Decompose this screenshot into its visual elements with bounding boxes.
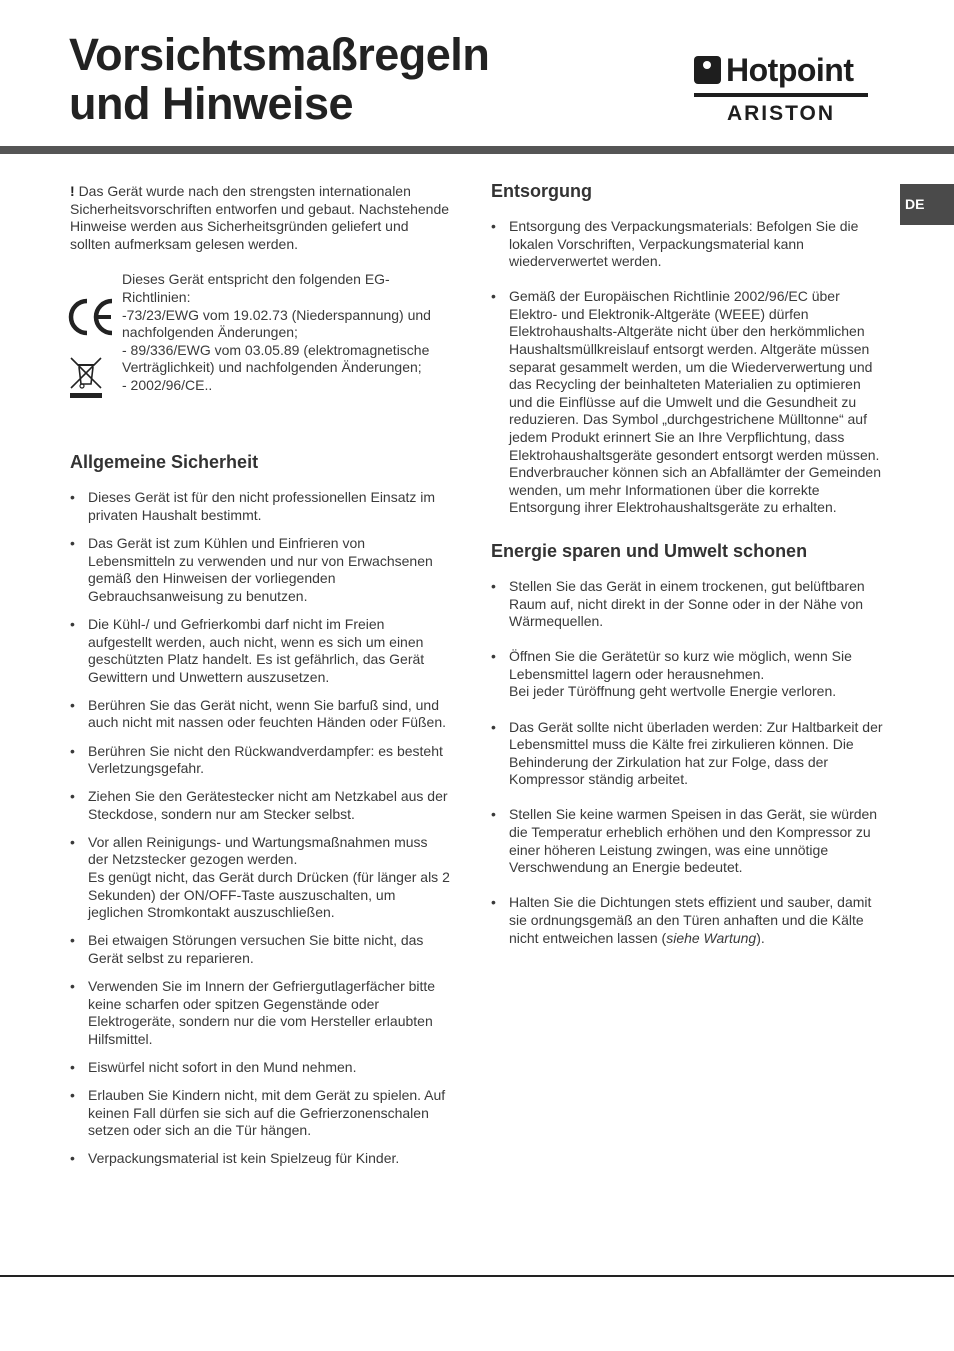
bullet: •	[70, 932, 75, 949]
list-item: • Vor allen Reinigungs- und Wartungsmaßnahmen muss der Netzstecker gezogen werden. Es genügt nicht, das Gerät durch Drücken (für länger als 2 Sekunden) der ON/OFF-Taste auszuschalten, um jeglichen Stromkontakt auszuschließen.	[70, 833, 450, 921]
list-item: • Stellen Sie keine warmen Speisen in das Gerät, sie würden die Temperatur erheblich erhöhen und den Kompressor zu einer höheren Leistung zwingen, was eine unnötige Verschwendung an Energie bedeutet.	[491, 806, 878, 876]
ce-mark-icon	[67, 297, 117, 337]
warning-mark: !	[70, 183, 75, 199]
bullet: •	[70, 535, 75, 552]
list-item: • Berühren Sie das Gerät nicht, wenn Sie barfuß sind, und auch nicht mit nassen oder feuchten Händen oder Füßen.	[70, 696, 446, 731]
brand-logo	[694, 50, 870, 126]
list-item: • Halten Sie die Dichtungen stets effizient und sauber, damit sie ordnungsgemäß an den Türen anhaften und die Kälte nicht entweichen lassen (siehe Wartung).	[491, 894, 872, 946]
compliance-line: - 89/336/EWG vom 03.05.89 (elektromagnetische Verträglichkeit) und nachfolgenden Änderungen;	[122, 341, 430, 376]
compliance-block	[70, 271, 450, 411]
list-item: • Eiswürfel nicht sofort in den Mund nehmen.	[70, 1058, 357, 1075]
bullet: •	[70, 978, 75, 995]
list-item: • Das Gerät sollte nicht überladen werden: Zur Haltbarkeit der Lebensmittel muss die Kälte frei zirkulieren können. Die Behinderung der Zirkulation hat zur Folge, dass der Kompressor ständig arbeitet.	[491, 718, 883, 788]
list-item: • Verwenden Sie im Innern der Gefriergutlagerfächer bitte keine scharfen oder spitzen Gegenstände oder Elektrogeräte, sondern nur die vom Hersteller erlaubten Hilfsmittel.	[70, 978, 436, 1047]
bullet: •	[70, 788, 75, 805]
list-item: • Das Gerät ist zum Kühlen und Einfrieren von Lebensmitteln zu verwenden und nur von Erwachsenen gemäß den Hinweisen der vorliegenden Gebrauchsanweisung zu benutzen.	[70, 535, 433, 604]
compliance-line: -73/23/EWG vom 19.02.73 (Niederspannung) und nachfolgenden Änderungen;	[122, 306, 431, 341]
bullet: •	[70, 696, 75, 713]
bullet: •	[491, 288, 496, 305]
bullet: •	[491, 718, 496, 735]
energy-list	[491, 578, 886, 947]
weee-bin-icon	[68, 355, 104, 399]
right-column	[491, 180, 886, 965]
intro-paragraph	[70, 183, 450, 253]
cross-reference: siehe Wartung	[666, 929, 757, 946]
bullet: •	[491, 648, 496, 665]
list-item: • Entsorgung des Verpackungsmaterials: Befolgen Sie die lokalen Vorschriften, Verpackungsmaterial kann wiederverwertet werden.	[491, 218, 859, 270]
bullet: •	[70, 489, 75, 506]
list-item: • Verpackungsmaterial ist kein Spielzeug für Kinder.	[70, 1150, 400, 1167]
bullet: •	[491, 578, 496, 594]
bullet: •	[491, 894, 496, 911]
page-title	[69, 30, 489, 128]
logo-divider	[694, 93, 868, 97]
list-item: • Erlauben Sie Kindern nicht, mit dem Gerät zu spielen. Auf keinen Fall dürfen sie sich auf die Gefrierzonenschalen setzen oder sich an die Tür hängen.	[70, 1087, 446, 1139]
bullet: •	[70, 1058, 75, 1075]
language-tab: DE	[900, 184, 954, 225]
bullet: •	[491, 218, 496, 234]
list-item: • Öffnen Sie die Gerätetür so kurz wie möglich, wenn Sie Lebensmittel lagern oder herausnehmen. Bei jeder Türöffnung geht wertvolle Energie verloren.	[491, 648, 852, 700]
bullet: •	[70, 742, 75, 759]
safety-list	[70, 489, 450, 1168]
compliance-line: Dieses Gerät entspricht den folgenden EG-Richtlinien:	[122, 271, 390, 305]
list-item: • Bei etwaigen Störungen versuchen Sie bitte nicht, das Gerät selbst zu reparieren.	[70, 932, 424, 966]
list-item: • Gemäß der Europäischen Richtlinie 2002/96/EC über Elektro- und Elektronik-Altgeräte (WEEE) dürfen Elektrohaushalts-Altgeräte nicht über den herkömmlichen Haushaltsmüllkreislauf entsorgt werden. Altgeräte müssen separat gesammelt werden, um die Wiederverwertung und das Recycling der beinhalteten Materialien zu optimieren und die Einflüsse auf die Umwelt und die Gesundheit zu reduzieren. Das Symbol „durchgestrichene Mülltonne“ auf jedem Produkt erinnert Sie an Ihre Verpflichtung, dass Elektrohaushaltsgeräte gesondert entsorgt werden müssen. Endverbraucher können sich an Abfallämter der Gemeinden wenden, um mehr Informationen über die korrekte Entsorgung ihrer Elektrohaushaltsgeräte zu erhalten.	[491, 288, 881, 516]
title-line-1: Vorsichtsmaßregeln	[69, 29, 490, 80]
bullet: •	[491, 806, 496, 823]
brand-name: Hotpoint	[726, 52, 854, 88]
list-item: • Dieses Gerät ist für den nicht professionellen Einsatz im privaten Haushalt bestimmt.	[70, 489, 436, 523]
bullet: •	[70, 833, 75, 850]
bullet: •	[70, 1087, 75, 1103]
disposal-list	[491, 218, 886, 517]
bullet: •	[70, 1150, 75, 1167]
hotpoint-logo-icon	[694, 56, 721, 84]
compliance-line: - 2002/96/CE..	[122, 376, 213, 393]
header-rule	[0, 146, 954, 154]
list-item: • Berühren Sie nicht den Rückwandverdampfer: es besteht Verletzungsgefahr.	[70, 742, 443, 777]
title-line-2: und Hinweise	[69, 78, 354, 129]
section-heading-energy: Energie sparen und Umwelt schonen	[491, 541, 808, 561]
list-item: • Ziehen Sie den Gerätestecker nicht am Netzkabel aus der Steckdose, sondern nur am Stecker selbst.	[70, 788, 448, 822]
left-column	[70, 183, 450, 1178]
compliance-text	[122, 271, 440, 394]
footer-rule	[0, 1275, 954, 1277]
section-heading-safety: Allgemeine Sicherheit	[70, 452, 259, 473]
section-heading-disposal: Entsorgung	[491, 181, 592, 201]
brand-sub: ARISTON	[726, 102, 836, 125]
intro-text: Das Gerät wurde nach den strengsten internationalen Sicherheitsvorschriften entworfen und gebaut. Nachstehende Hinweise werden aus Sicherheitsgründen geliefert und sollten aufmerksam gelesen werden.	[70, 183, 450, 252]
list-item: • Stellen Sie das Gerät in einem trockenen, gut belüftbaren Raum auf, nicht direkt in der Sonne oder in der Nähe von Wärmequellen.	[491, 578, 865, 630]
bullet: •	[70, 615, 75, 632]
list-item: • Die Kühl-/ und Gefrierkombi darf nicht im Freien aufgestellt werden, auch nicht, wenn es sich um einen geschützten Platz handelt. Es ist gefährlich, das Gerät Gewittern und Unwettern auszusetzen.	[70, 615, 425, 685]
